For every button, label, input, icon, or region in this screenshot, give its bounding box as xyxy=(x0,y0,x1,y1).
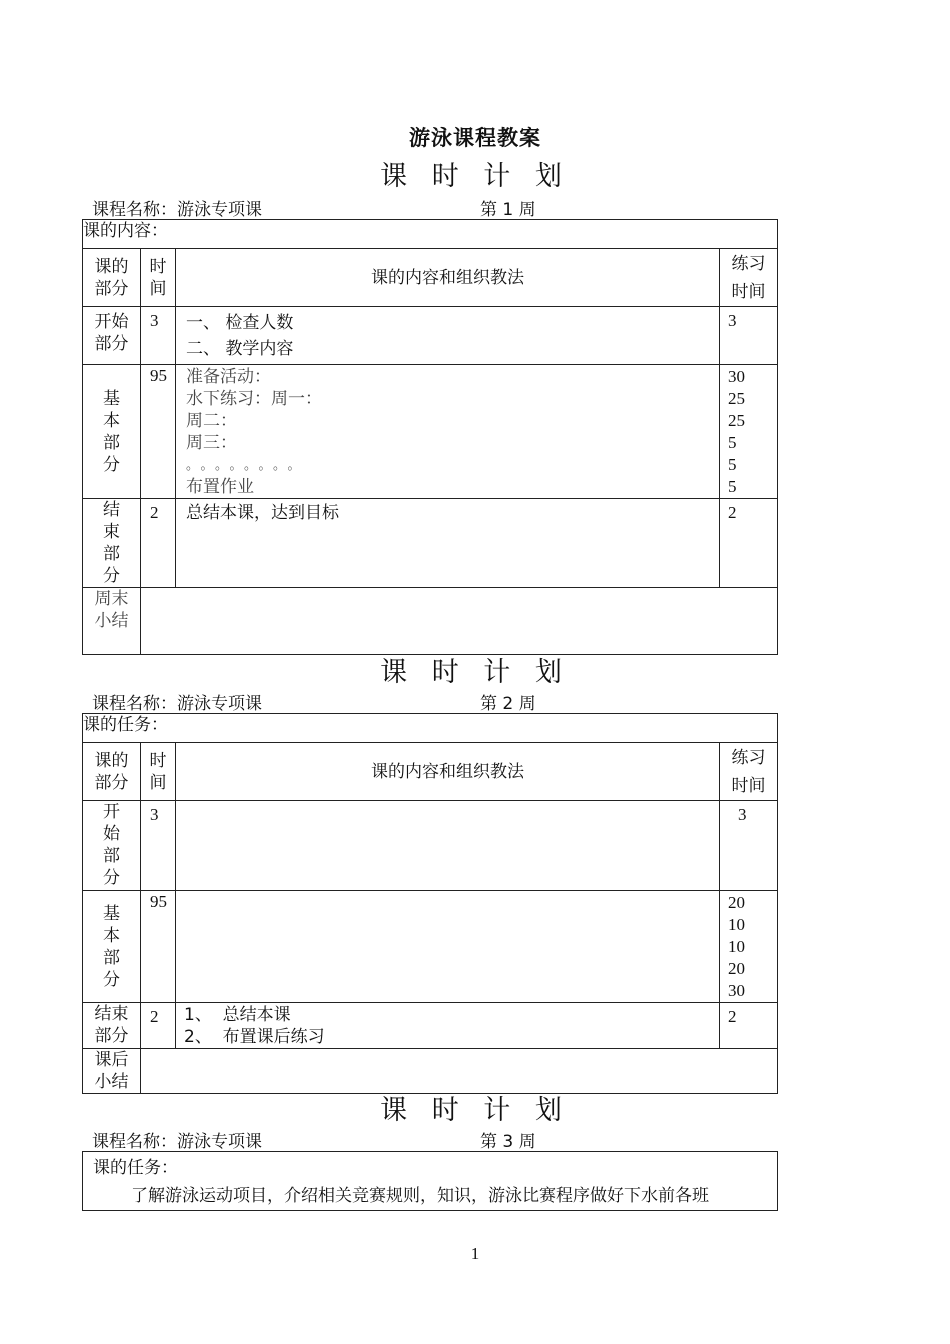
row-label-end: 结束部分 xyxy=(83,1003,141,1049)
header-part: 课的部分 xyxy=(83,743,141,801)
header-practice: 练习时间 xyxy=(720,743,778,801)
week-number: 第 3 周 xyxy=(480,1132,536,1152)
row-time-end: 2 xyxy=(141,1003,176,1049)
header-content: 课的内容和组织教法 xyxy=(176,743,720,801)
row-time-start: 3 xyxy=(141,801,176,891)
row-time-basic: 95 xyxy=(141,891,176,1003)
plan-title: 课 时 计 划 xyxy=(380,657,570,688)
row-practice-start: 3 xyxy=(720,801,778,891)
task-label: 课的内容： xyxy=(83,220,778,249)
document-title: 游泳课程教案 xyxy=(409,126,541,150)
row-practice-basic: 30 25 25 5 5 5 xyxy=(720,365,778,499)
row-label-start: 开始部分 xyxy=(83,307,141,365)
plan-title: 课 时 计 划 xyxy=(380,161,570,192)
row-content-end: 总结本课，达到目标 xyxy=(176,499,720,588)
row-content-start xyxy=(176,801,720,891)
row-time-end: 2 xyxy=(141,499,176,588)
task-text: 了解游泳运动项目，介绍相关竞赛规则，知识，游泳比赛程序做好下水前各班 xyxy=(131,1186,709,1206)
course-name: 课程名称：游泳专项课 xyxy=(92,1132,262,1152)
row-practice-start: 3 xyxy=(720,307,778,365)
row-label-end: 结束部分 xyxy=(83,499,141,588)
row-time-start: 3 xyxy=(141,307,176,365)
header-time: 时间 xyxy=(141,743,176,801)
row-label-summary: 周末小结 xyxy=(83,588,141,655)
header-practice: 练习时间 xyxy=(720,249,778,307)
week-number: 第 1 周 xyxy=(480,200,536,220)
row-practice-end: 2 xyxy=(720,1003,778,1049)
row-time-basic: 95 xyxy=(141,365,176,499)
row-practice-end: 2 xyxy=(720,499,778,588)
course-name: 课程名称：游泳专项课 xyxy=(92,200,262,220)
row-content-start: 一、 检查人数 二、 教学内容 xyxy=(176,307,720,365)
lesson-plan-table xyxy=(82,1151,778,1211)
task-label: 课的任务： xyxy=(93,1158,178,1178)
row-label-basic: 基本部分 xyxy=(83,365,141,499)
task-cell xyxy=(83,1152,778,1211)
row-content-basic xyxy=(176,891,720,1003)
page-number: 1 xyxy=(470,1244,480,1263)
row-label-summary: 课后小结 xyxy=(83,1049,141,1094)
row-content-basic: 准备活动： 水下练习：周一： 周二： 周三： 。。。。。。。。 布置作业 xyxy=(176,365,720,499)
week-number: 第 2 周 xyxy=(480,694,536,714)
lesson-plan-table xyxy=(82,713,778,1094)
row-label-start: 开始部分 xyxy=(83,801,141,891)
row-content-summary xyxy=(141,588,778,655)
row-label-basic: 基本部分 xyxy=(83,891,141,1003)
row-content-end: 1、 总结本课 2、 布置课后练习 xyxy=(176,1003,720,1049)
course-name: 课程名称：游泳专项课 xyxy=(92,694,262,714)
header-content: 课的内容和组织教法 xyxy=(176,249,720,307)
header-time: 时间 xyxy=(141,249,176,307)
lesson-plan-table xyxy=(82,219,778,655)
task-label: 课的任务： xyxy=(83,714,778,743)
row-practice-basic: 20 10 10 20 30 xyxy=(720,891,778,1003)
row-content-summary xyxy=(141,1049,778,1094)
plan-title: 课 时 计 划 xyxy=(380,1095,570,1126)
header-part: 课的部分 xyxy=(83,249,141,307)
